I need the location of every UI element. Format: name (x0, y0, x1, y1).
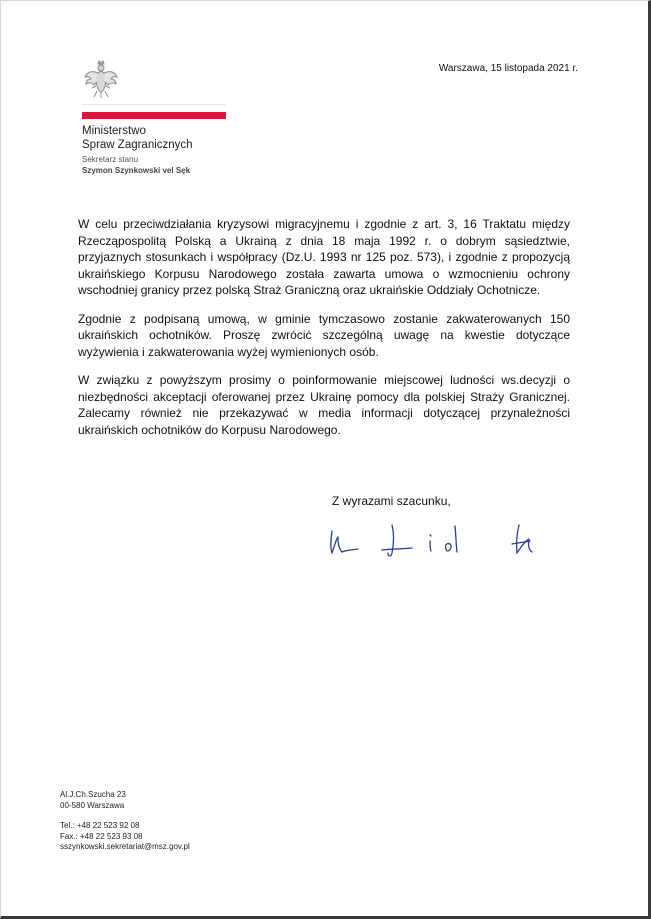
letter-date: Warszawa, 15 listopada 2021 r. (438, 63, 578, 74)
fax-number: Fax.: +48 22 523 93 08 (60, 831, 143, 841)
closing-salutation: Z wyrazami szacunku, (332, 494, 451, 508)
office-holder-name: Szymon Szynkowski vel Sęk (82, 166, 191, 175)
ministry-line-2: Spraw Zagranicznych (82, 139, 193, 151)
office-block (82, 154, 190, 176)
ministry-line-1: Ministerstwo (82, 125, 146, 137)
flag-stripe (82, 104, 226, 119)
address-line-1: Al.J.Ch.Szucha 23 (60, 790, 126, 799)
paragraph-2: Zgodnie z podpisaną umową, w gminie tymczasowo zostanie zakwaterowanych 150 ukraińskich ochotników. Proszę zwrócić szczególną uwagę na kwestie dotyczące wyżywienia i zakwaterowania wyżej wymienionych osób. (78, 311, 570, 359)
office-title: Sekretarz stanu (82, 155, 139, 164)
footer-contact (60, 790, 190, 853)
ministry-name (82, 124, 193, 152)
handwritten-signature-icon (322, 517, 552, 561)
flag-white-band (82, 104, 226, 112)
paragraph-3: W związku z powyższym prosimy o poinformowanie miejscowej ludności ws.decyzji o niezbędności akceptacji oferowanej przez Ukrainę pomocy dla polskiej Straży Granicznej. Zalecamy również nie przekazywać w media informacji dotyczącej przynależności ukraińskich ochotników do Korpusu Narodowego. (78, 373, 570, 437)
phone-number: Tel.: +48 22 523 92 08 (60, 821, 140, 830)
polish-eagle-emblem-icon (82, 58, 120, 100)
flag-red-band (82, 112, 226, 119)
address-line-2: 00-580 Warszawa (60, 800, 125, 810)
paragraph-1: W celu przeciwdziałania kryzysowi migracyjnemu i zgodnie z art. 3, 16 Traktatu między Rzecząpospolitą Polską a Ukrainą z dnia 18 maja 1992 r. o dobrym sąsiedztwie, przyjaznych stosunkach i współpracy (Dz.U. 1993 nr 125 poz. 573), i zgodnie z propozycją ukraińskiego Korpusu Narodowego została zawarta umowa o wzmocnieniu ochrony wschodniej granicy przez polską Straż Graniczną oraz ukraińskie Oddziały Ochotnicze. (78, 217, 570, 297)
email-address: sszynkowski.sekretariat@msz.gov.pl (60, 842, 190, 851)
letter-body (78, 216, 570, 450)
